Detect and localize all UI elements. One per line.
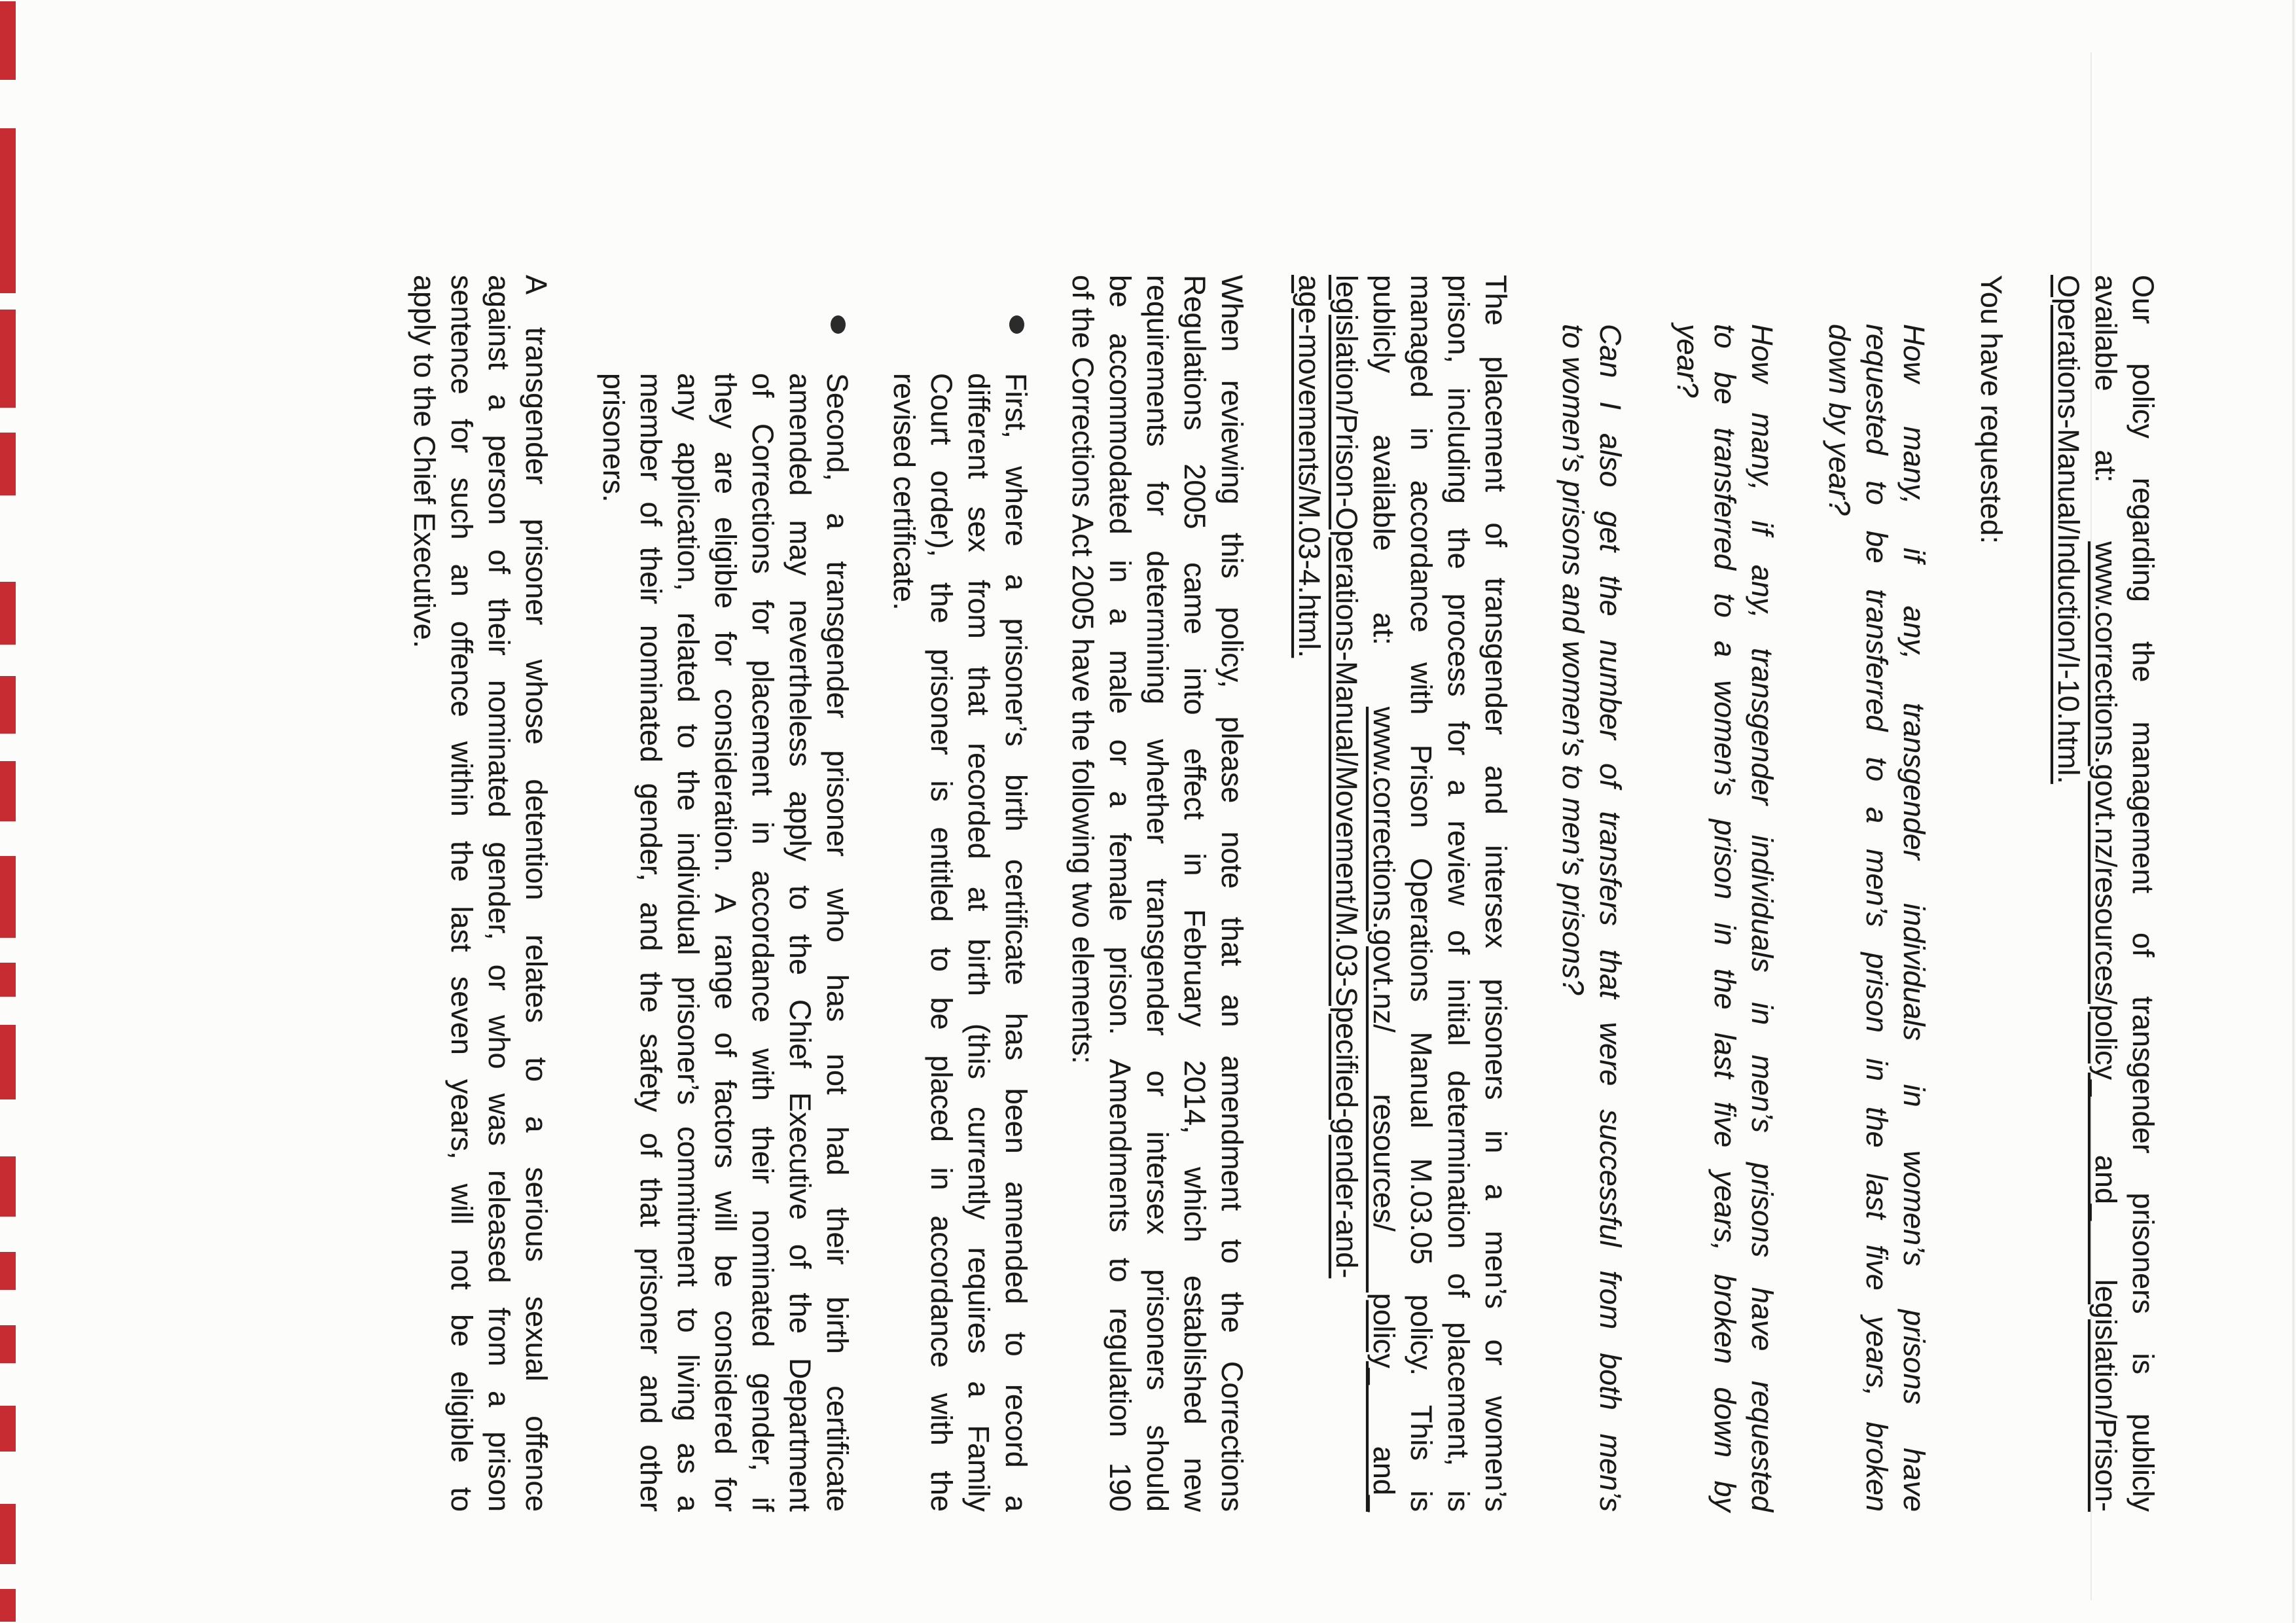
text-segment: Second, a transgender prisoner who has not had their birth certificate (821, 373, 854, 1512)
text-line (632, 373, 670, 1512)
text-line (1554, 324, 1592, 1512)
text-line (1592, 324, 1629, 1512)
text-line (1973, 275, 2010, 1512)
text-line (1669, 324, 1706, 1512)
text-line (670, 373, 707, 1512)
bullet-item (595, 373, 856, 1512)
text-line (923, 373, 960, 1512)
text-line (1706, 324, 1744, 1512)
paragraph (1973, 275, 2010, 1512)
text-segment: requested to be transferred to a men’s prison in the last five years, broken (1860, 324, 1893, 1512)
text-line (518, 275, 555, 1512)
text-line (2050, 275, 2087, 1512)
text-line (1291, 275, 1328, 1512)
text-line (1440, 275, 1477, 1512)
text-segment: against a person of their nominated gender, or who was released from a prison (482, 275, 516, 1512)
text-line (2125, 275, 2162, 1512)
quote-paragraph (1669, 324, 1781, 1512)
text-line (1744, 324, 1781, 1512)
text-segment: revised certificate. (888, 373, 921, 611)
text-line (406, 275, 443, 1512)
text-segment: A transgender prisoner whose detention relates to a serious sexual offence (520, 275, 553, 1512)
paragraph (1064, 275, 1251, 1512)
text-segment: First, where a prisoner’s birth certificate has been amended to record a (999, 373, 1033, 1512)
text-segment: The placement of transgender and intersex prisoners in a men’s or women’s (1479, 275, 1513, 1512)
text-line (1176, 275, 1213, 1512)
text-segment: of Corrections for placement in accordance with their nominated gender, if (746, 373, 780, 1512)
text-line (781, 373, 819, 1512)
text-segment: How many, if any, transgender individuals in women’s prisons have (1897, 324, 1931, 1512)
text-line (997, 373, 1035, 1512)
text-segment: Court order), the prisoner is entitled to be placed in accordance with the (925, 373, 958, 1512)
text-line (1139, 275, 1176, 1512)
text-line (819, 373, 856, 1512)
text-segment: apply to the Chief Executive. (408, 275, 441, 649)
text-line (1064, 275, 1102, 1512)
text-segment: member of their nominated gender, and the safety of that prisoner and other (634, 373, 668, 1512)
text-segment: different sex from that recorded at birth (this currently requires a Family (962, 373, 996, 1512)
text-segment: of the Corrections Act 2005 have the following two elements: (1066, 275, 1100, 1064)
text-segment: requirements for determining whether transgender or intersex prisoners should (1141, 275, 1174, 1512)
text-segment: to be transferred to a women’s prison in the last five years, broken down by (1708, 324, 1742, 1512)
underlined-url-text: www.corrections.govt.nz/ resources/ policy_ and_ (1367, 706, 1401, 1512)
text-segment: they are eligible for consideration. A range of factors will be considered for (709, 373, 742, 1512)
bullet-item (886, 373, 1035, 1512)
quote-paragraph (1821, 324, 1933, 1512)
text-line (2087, 275, 2125, 1512)
text-line (595, 373, 632, 1512)
text-line (1895, 324, 1933, 1512)
text-line (707, 373, 744, 1512)
text-segment: Our policy regarding the management of transgender prisoners is publicly (2126, 275, 2160, 1512)
text-line (1102, 275, 1139, 1512)
quote-paragraph (1554, 324, 1629, 1512)
text-segment: to women’s prisons and women’s to men’s prisons? (1556, 324, 1590, 995)
underlined-url-text: www.corrections.govt.nz/resources/policy_ and_ legislation/Prison- (2089, 541, 2123, 1512)
text-line (1477, 275, 1515, 1512)
paragraph (1291, 275, 1515, 1512)
text-segment: When reviewing this policy, please note that an amendment to the Corrections (1215, 275, 1249, 1512)
text-line (1821, 324, 1858, 1512)
text-segment: year? (1671, 324, 1704, 398)
text-segment: sentence for such an offence within the last seven years, will not be eligible to (445, 275, 478, 1512)
underlined-url-text: age-movements/M.03-4.html. (1293, 275, 1326, 658)
text-line (443, 275, 480, 1512)
text-segment: managed in accordance with Prison Operations Manual M.03.05 policy. This is (1405, 275, 1438, 1512)
bullet-icon (831, 315, 846, 334)
text-line (480, 275, 518, 1512)
underlined-url-text: legislation/Prison-Operations-Manual/Movement/M.03-Specified-gender-and- (1330, 275, 1363, 1279)
text-segment: be accommodated in a male or a female prison. Amendments to regulation 190 (1103, 275, 1137, 1512)
text-line (1858, 324, 1895, 1512)
text-segment: prison, including the process for a review of initial determination of placement, is (1442, 275, 1475, 1512)
text-line (1213, 275, 1251, 1512)
paragraph (406, 275, 555, 1512)
text-line (1403, 275, 1440, 1512)
text-segment: any application, related to the individual prisoner’s commitment to living as a (672, 373, 705, 1512)
text-line (960, 373, 997, 1512)
text-line (744, 373, 781, 1512)
text-segment: amended may nevertheless apply to the Chief Executive of the Department (783, 373, 817, 1512)
text-segment: down by year? (1823, 324, 1856, 516)
text-segment: prisoners. (597, 373, 630, 503)
text-segment: Can I also get the number of transfers that were successful from both men’s (1594, 324, 1627, 1512)
underlined-url-text: Operations-Manual/Induction/I-10.html. (2052, 275, 2085, 784)
text-line (886, 373, 923, 1512)
paragraph (2050, 275, 2162, 1512)
text-segment: How many, if any, transgender individuals in men’s prisons have requested (1746, 324, 1779, 1512)
text-segment: Regulations 2005 came into effect in February 2014, which established new (1178, 275, 1211, 1512)
text-line (1328, 275, 1365, 1512)
bullet-icon (1009, 315, 1024, 334)
text-segment: You have requested: (1975, 275, 2008, 544)
text-line (1365, 275, 1403, 1512)
text-segment: available at: (2089, 275, 2123, 542)
letter-body (406, 275, 2162, 1512)
text-segment: publicly available at: (1367, 275, 1401, 707)
